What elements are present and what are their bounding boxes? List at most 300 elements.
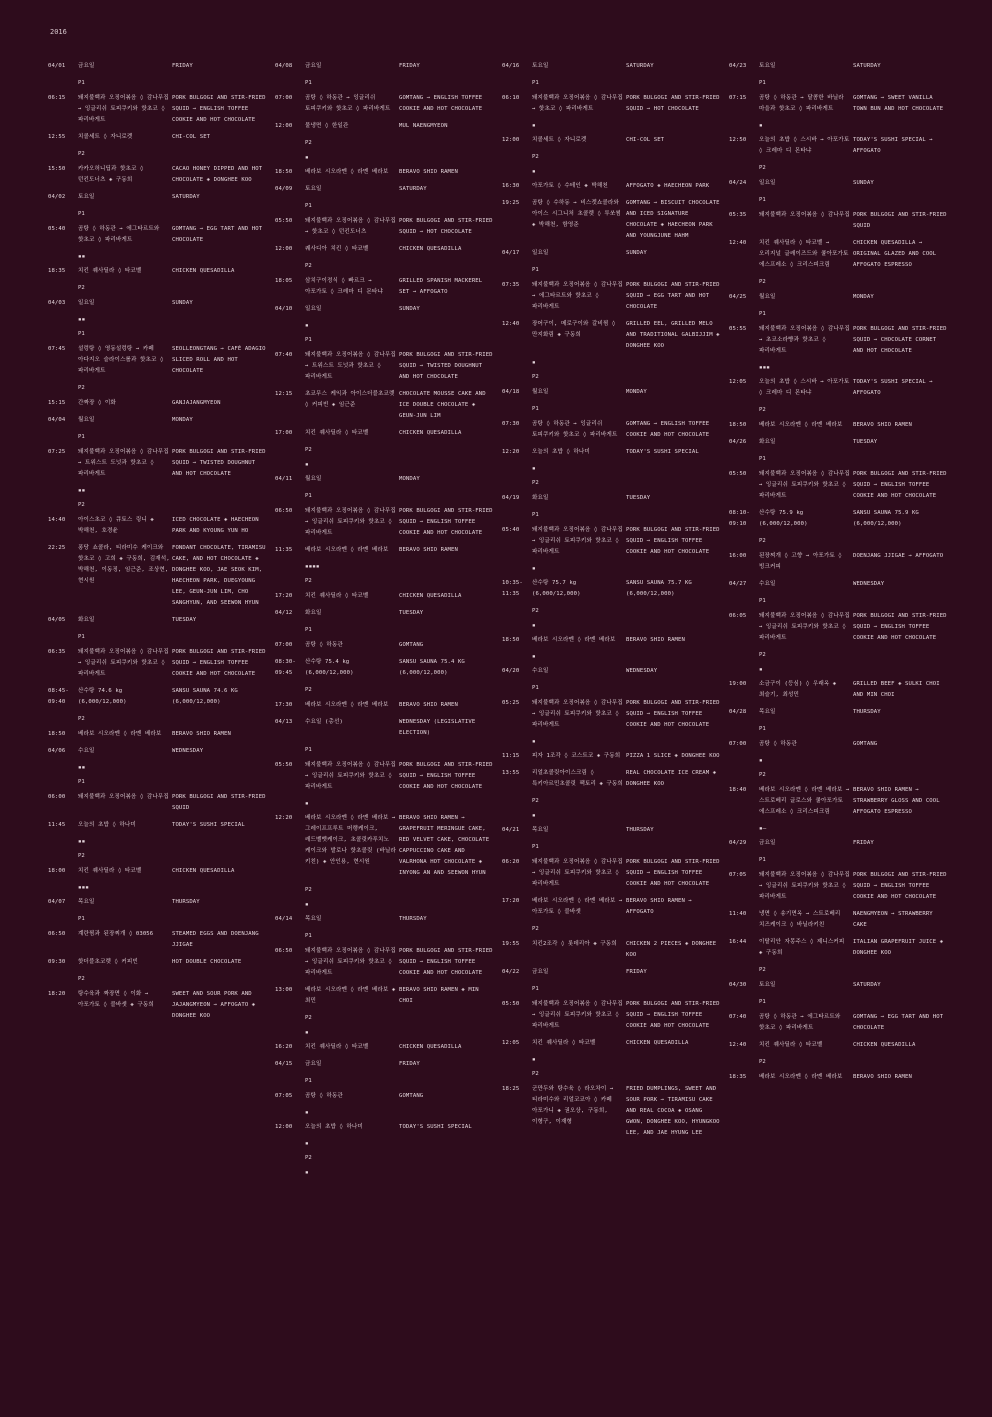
bullet-marks: ▪▪▪▪ [305,563,320,570]
meal-entry [729,739,948,750]
meal-entry [275,428,494,439]
bullet-marks: ▪▪▪ [78,884,89,891]
day-header [729,178,948,189]
entry-korean: 치킨2조각 ◊ 롯데리아 ◈ 구동희 [532,941,617,947]
bullet-marks: ▪▪ [78,253,86,260]
entry-time: 12:40 [729,240,747,246]
entry-english: SATURDAY [853,63,881,69]
entry-korean: 돼지불백과 오징어볶음 ◊ 감나무집 → 잉글리쉬 토피쿠키와 핫초코 ◊ 파리바게트 [305,762,396,790]
entry-time: 18:50 [502,637,520,643]
bullet-marks: ▪▪▪ [759,364,770,371]
meal-entry [275,389,494,422]
period-marker: P1 [305,203,312,209]
period-marker: P2 [78,976,85,982]
day-header [275,184,494,195]
meal-entry [48,266,267,277]
entry-time: 11:40 [729,911,747,917]
day-header [275,1059,494,1070]
entry-korean: 산수탕 75.4 kg (6,000/12,000) [305,659,354,676]
entry-korean: 목요일 [532,827,549,833]
meal-entry [275,1122,494,1133]
entry-time: 07:05 [275,1093,293,1099]
entry-date: 04/25 [729,294,747,300]
entry-date: 04/10 [275,306,293,312]
entry-time: 09:30 [48,959,66,965]
entry-date: 04/30 [729,982,747,988]
entry-korean: 화요일 [78,617,95,623]
entry-english: GOMTANG [853,741,878,747]
entry-time: 06:20 [502,859,520,865]
entry-english: STEAMED EGGS AND DOENJANG JJIGAE [172,931,259,948]
entry-date: 04/15 [275,1061,293,1067]
meal-entry [48,989,267,1022]
entry-korean: 돼지불백과 오징어볶음 ◊ 감나무집 → 잉글리쉬 토피쿠키와 핫초코 ◊ 파리바게트 [532,700,623,728]
period-marker: P1 [759,857,766,863]
entry-korean: 퐁당 쇼콜라, 티라미수 케이크와 핫초코 ◊ 고희 ◈ 구동희, 김재석, 박해천, 이동징, 임근준, 조상현, 현시원 [78,545,170,584]
entry-korean: 베라보 시오라멘 ◊ 라멘 베라보 [759,422,843,428]
meal-entry [502,751,721,762]
entry-korean: 일요일 [759,180,776,186]
entry-date: 04/04 [48,417,66,423]
entry-date: 04/03 [48,300,66,306]
period-marker: P2 [759,279,766,285]
entry-time: 05:35 [729,212,747,218]
entry-english: CHICKEN QUESADILLA [399,593,462,599]
bullet-marks: ▪ [305,154,309,161]
entry-time: 05:25 [502,700,520,706]
period-marker: P2 [532,798,539,804]
entry-english: PORK BULGOGI AND STIR-FRIED SQUID → EGG TART AND HOT CHOCOLATE [626,282,720,310]
meal-entry [502,857,721,890]
entry-time: 11:45 [48,822,66,828]
entry-time: 07:45 [48,346,66,352]
entry-korean: 돼지불백과 오징어볶음 ◊ 감나무집 [78,794,169,800]
period-marker: P1 [305,933,312,939]
entry-korean: 설렁탕 ◊ 영동설렁탕 → 카페 아다지오 슬라이스롤과 핫초코 ◊ 파리바게트 [78,346,164,374]
entry-english: PORK BULGOGI AND STIR-FRIED SQUID → ENGLISH TOFFEE COOKIE AND HOT CHOCOLATE [853,471,947,499]
entry-date: 04/27 [729,581,747,587]
period-marker: P2 [759,165,766,171]
meal-entry [275,657,494,679]
entry-korean: 돼지불백과 오징어볶음 ◊ 감나무집 [759,212,850,218]
entry-korean: 돼지불백과 오징어볶음 ◊ 감나무집 → 잉글리쉬 토피쿠키와 핫초코 ◊ 파리바게트 [759,613,850,641]
entry-korean: 핫더블초코렛 ◊ 커피빈 [78,959,138,965]
bullet-marks: ▪ [305,1109,309,1116]
entry-english: SANSU SAUNA 75.7 KG (6,000/12,000) [626,580,692,597]
entry-korean: 화요일 [305,610,322,616]
entry-date: 04/13 [275,719,293,725]
entry-english: CHICKEN QUESADILLA [399,246,462,252]
entry-english: GOMTANG → SWEET VANILLA TOWN BUN AND HOT CHOCOLATE [853,95,944,112]
entry-english: FRIDAY [172,63,193,69]
bullet-marks: ▪ [305,901,309,908]
meal-entry [502,319,721,352]
entry-time: 18:00 [48,868,66,874]
entry-korean: 된장찌개 ◊ 고향 → 아포가토 ◊ 빙크커피 [759,553,842,570]
meal-entry [729,1012,948,1034]
entry-korean: 돼지불백과 오징어볶음 ◊ 감나무집 → 트위스트 도넛과 핫초코 ◊ 파리바게트 [78,449,169,477]
entry-time: 08:10- 09:10 [729,510,750,527]
entry-time: 10:35- 11:35 [502,580,523,597]
entry-korean: 돼지불백과 오징어볶음 ◊ 감나무집 → 잉글리쉬 토피쿠키와 핫초코 ◊ 파리바게트 [532,859,623,887]
period-marker: P1 [532,267,539,273]
period-marker: P2 [759,1059,766,1065]
meal-entry [502,939,721,961]
period-marker: P1 [532,844,539,850]
meal-entry [502,1038,721,1049]
entry-time: 19:00 [729,681,747,687]
entry-time: 12:40 [502,321,520,327]
meal-entry [729,135,948,157]
meal-entry [48,543,267,609]
entry-korean: 돼지불백과 오징어볶음 ◊ 감나무집 → 트위스트 도넛과 핫초코 ◊ 파리바게트 [305,352,396,380]
meal-entry [729,420,948,431]
entry-korean: 아이스초코 ◊ 큐토스 링니 ◈ 박해천, 호경윤 [78,517,154,534]
period-marker: P1 [305,493,312,499]
entry-korean: 베라보 시오라멘 ◊ 라멘 베라보 ◈ 최민 [305,987,396,1004]
bullet-marks: ▪ [305,800,309,807]
entry-korean: 돼지불백과 오징어볶음 ◊ 감나무집 → 잉글리쉬 토피쿠키와 핫초코 ◊ 파리바게트 [532,1001,623,1029]
meal-entry [48,93,267,126]
meal-entry [275,276,494,298]
entry-korean: 일요일 [78,300,95,306]
entry-english: BERAVO SHIO RAMEN [399,547,458,553]
entry-korean: 치킨 퀘사딜라 ◊ 타코벨 [305,1044,369,1050]
period-marker: P2 [305,140,312,146]
entry-korean: 월요일 [78,417,95,423]
entry-korean: 일요일 [532,250,549,256]
meal-entry [275,121,494,132]
entry-date: 04/09 [275,186,293,192]
entry-time: 19:55 [502,941,520,947]
entry-time: 07:30 [502,421,520,427]
entry-english: SANSU SAUNA 75.9 KG (6,000/12,000) [853,510,919,527]
entry-korean: 냉면 ◊ 송기면옥 → 스트로베리 치즈케이크 ◊ 바닐라키친 [759,911,841,928]
entry-korean: 오늘의 초밥 ◊ 하나미 [78,822,136,828]
entry-time: 07:00 [275,95,293,101]
entry-korean: 치킨 퀘사딜라 ◊ 타코벨 [305,593,369,599]
entry-korean: 곰탕 ◊ 하동관 → 에그타르트와 핫초코 ◊ 파리바게트 [78,226,160,243]
meal-entry [275,985,494,1007]
bullet-marks: ▪ [532,359,536,366]
meal-entry [729,238,948,271]
entry-korean: 간짜장 ◊ 이화 [78,400,116,406]
meal-entry [729,909,948,931]
entry-korean: 베라보 시오라멘 ◊ 라멘 베라보 → 아포가토 ◊ 블바셋 [532,898,623,915]
entry-time: 12:05 [502,1040,520,1046]
entry-english: PORK BULGOGI AND STIR-FRIED SQUID → HOT CHOCOLATE [399,218,493,235]
entry-time: 11:15 [502,753,520,759]
entry-date: 04/02 [48,194,66,200]
bullet-marks: ▪ [532,812,536,819]
entry-time: 07:00 [275,642,293,648]
entry-english: MONDAY [172,417,193,423]
meal-entry [729,93,948,115]
entry-korean: 장어구이, 메로구이와 갈비찜 ◊ 만지화림 ◈ 구동희 [532,321,616,338]
entry-time: 12:15 [275,391,293,397]
entry-korean: 초코무스 케익과 아이스더블초코렛 ◊ 커피빈 ◈ 임근준 [305,391,395,408]
entry-time: 07:00 [729,741,747,747]
entry-time: 13:00 [275,987,293,993]
meal-entry [48,398,267,409]
entry-english: SATURDAY [626,63,654,69]
entry-english: BERAVO SHIO RAMEN [172,731,231,737]
bullet-marks: ▪ [305,1029,309,1036]
day-header [48,415,267,426]
entry-korean: 돼지불백과 오징어볶음 ◊ 감나무집 → 잉글리쉬 토피쿠키와 핫초코 ◊ 파리바게트 [305,948,396,976]
period-marker: P1 [78,779,85,785]
period-marker: P1 [305,747,312,753]
entry-time: 12:55 [48,134,66,140]
entry-english: BERAVO SHIO RAMEN [399,702,458,708]
meal-entry [729,870,948,903]
entry-english: THURSDAY [853,709,881,715]
meal-entry [275,946,494,979]
day-header [502,825,721,836]
entry-korean: 곰탕 ◊ 수하동 → 비스켓쇼콜라와 아이스 시그니처 초콜렛 ◊ 투쏘썸 ◈ 박해천, 함영준 [532,200,621,228]
period-marker: P1 [78,434,85,440]
period-marker: P1 [532,406,539,412]
meal-entry [275,1042,494,1053]
entry-english: TUESDAY [626,495,651,501]
entry-time: 12:20 [275,815,293,821]
entry-korean: 베라보 시오라멘 ◊ 라멘 베라보 → 스트로베리 글로스와 쿨아포가토 에스프레소 ◊ 크리스피크림 [759,787,850,815]
day-header [729,838,948,849]
entry-english: SUNDAY [626,250,647,256]
entry-english: BERAVO SHIO RAMEN → GRAPEFRUIT MERINGUE CAKE, RED VELVET CAKE, CHOCOLATE CAPPUCCINO CAKE AND VALRHONA HOT CHOCOLATE ◈ INYONG AN AND SEEWON HYUN [399,815,490,876]
diary-column [502,57,729,1182]
entry-date: 04/08 [275,63,293,69]
period-marker: P1 [78,634,85,640]
period-marker: P1 [305,337,312,343]
entry-time: 05:50 [275,762,293,768]
period-marker: P1 [532,512,539,518]
entry-date: 04/07 [48,899,66,905]
entry-english: PIZZA 1 SLICE ◈ DONGHEE KOO [626,753,720,759]
bullet-marks: ▪ [532,738,536,745]
entry-time: 17:20 [275,593,293,599]
entry-time: 11:35 [275,547,293,553]
period-marker: P2 [532,1071,539,1077]
day-header [729,980,948,991]
entry-time: 22:25 [48,545,66,551]
day-header [729,61,948,72]
day-header [502,61,721,72]
period-marker: P1 [759,456,766,462]
entry-time: 06:10 [502,95,520,101]
meal-entry [729,937,948,959]
entry-english: THURSDAY [626,827,654,833]
entry-date: 04/17 [502,250,520,256]
entry-english: SANSU SAUNA 75.4 KG (6,000/12,000) [399,659,465,676]
entry-date: 04/19 [502,495,520,501]
entry-english: PORK BULGOGI AND STIR-FRIED SQUID → ENGLISH TOFFEE COOKIE AND HOT CHOCOLATE [626,1001,720,1029]
bullet-marks: ▪ [305,1140,309,1147]
entry-english: PORK BULGOGI AND STIR-FRIED SQUID → ENGLISH TOFFEE COOKIE AND HOT CHOCOLATE [399,948,493,976]
entry-date: 04/29 [729,840,747,846]
entry-time: 12:00 [275,1124,293,1130]
entry-time: 17:30 [275,702,293,708]
entry-korean: 돼지불백과 오징어볶음 ◊ 감나무집 → 에그타르트와 핫초코 ◊ 파리바게트 [532,282,623,310]
meal-entry [275,93,494,115]
meal-entry [275,1091,494,1102]
entry-korean: 곰탕 ◊ 하동관 [759,741,797,747]
entry-time: 07:25 [48,449,66,455]
day-header [48,897,267,908]
entry-time: 18:20 [48,991,66,997]
day-header [275,61,494,72]
entry-time: 18:50 [275,169,293,175]
entry-korean: 치킨 퀘사딜라 ◊ 타코벨 → 오리지널 글레이즈드와 쿨아포가토 에스프레소 ◊ 크리스피크림 [759,240,849,268]
entry-english: MONDAY [399,476,420,482]
entry-time: 05:40 [502,527,520,533]
meal-entry [502,181,721,192]
period-marker: P1 [759,598,766,604]
meal-entry [502,635,721,646]
entry-english: GOMTANG → ENGLISH TOFFEE COOKIE AND HOT CHOCOLATE [626,421,710,438]
entry-korean: 화요일 [532,495,549,501]
period-marker: P2 [78,151,85,157]
entry-korean: 아포가토 ◊ 수테인 ◈ 박해천 [532,183,608,189]
entry-time: 12:40 [729,1042,747,1048]
entry-time: 05:50 [275,218,293,224]
entry-korean: 곰탕 ◊ 하동관 → 에그타르트와 핫초코 ◊ 파리바게트 [759,1014,841,1031]
entry-english: FRIDAY [399,63,420,69]
entry-korean: 베라보 시오라멘 ◊ 라멘 베라보 [305,169,389,175]
entry-english: PORK BULGOGI AND STIR-FRIED SQUID → CHOCOLATE CORNET AND HOT CHOCOLATE [853,326,947,354]
period-marker: P2 [759,538,766,544]
meal-entry [275,244,494,255]
entry-korean: 돼지불백과 오징어볶음 ◊ 감나무집 → 잉글리쉬 토피쿠키와 핫초코 ◊ 파리바게트 [78,649,169,677]
bullet-marks: ▪ [532,1056,536,1063]
entry-time: 12:00 [275,246,293,252]
entry-english: GOMTANG [399,642,424,648]
day-header [502,967,721,978]
entry-date: 04/28 [729,709,747,715]
entry-korean: 목요일 [759,709,776,715]
bullet-marks: ▪ [532,653,536,660]
period-marker: P2 [305,1155,312,1161]
meal-entry [275,700,494,711]
meal-entry [48,686,267,708]
bullet-marks: ▪ [759,122,763,129]
meal-entry [502,447,721,458]
entry-korean: 베라보 시오라멘 ◊ 라멘 베라보 [78,731,162,737]
entry-english: PORK BULGOGI AND STIR-FRIED SQUID [853,212,947,229]
period-marker: P2 [532,374,539,380]
entry-time: 13:55 [502,770,520,776]
entry-english: SANSU SAUNA 74.6 KG (6,000/12,000) [172,688,238,705]
entry-english: BERAVO SHIO RAMEN → STRAWBERRY GLOSS AND COOL AFFOGATO ESPRESSO [853,787,940,815]
period-marker: P2 [532,608,539,614]
meal-entry [502,999,721,1032]
entry-korean: 소금구이 (등심) ◊ 우래옥 ◈ 최슬기, 최성민 [759,681,837,698]
entry-english: FONDANT CHOCOLATE, TIRAMISU CAKE, AND HOT CHOCOLATE ◈ DONGHEE KOO, JAE SEOK KIM, HAECHEON PARK, DUEGYOUNG LEE, GEUN-JUN LIM, CHO SANGHYUN, AND SEEWON HYUN [172,545,266,606]
period-marker: P1 [78,331,85,337]
day-header [48,61,267,72]
day-header [729,579,948,590]
entry-korean: 수요일 [532,668,549,674]
period-marker: P2 [759,652,766,658]
entry-english: REAL CHOCOLATE ICE CREAM ◈ DONGHEE KOO [626,770,717,787]
meal-entry [729,469,948,502]
entry-english: PORK BULGOGI AND STIR-FRIED SQUID → TWISTED DOUGHNUT AND HOT CHOCOLATE [399,352,493,380]
entry-korean: 토요일 [78,194,95,200]
entry-time: 07:15 [729,95,747,101]
entry-korean: 치콜세트 ◊ 자니로켓 [78,134,133,140]
period-marker: P1 [532,685,539,691]
entry-date: 04/26 [729,439,747,445]
diary-column [729,57,956,1182]
entry-english: PORK BULGOGI AND STIR-FRIED SQUID → ENGLISH TOFFEE COOKIE AND HOT CHOCOLATE [172,95,266,123]
entry-english: CHICKEN QUESADILLA → ORIGINAL GLAZED AND COOL AFFOGATO ESPRESSO [853,240,937,268]
period-marker: P1 [759,197,766,203]
meal-entry [729,1040,948,1051]
entry-korean: 돼지불백과 오징어볶음 ◊ 감나무집 → 핫초코 ◊ 던킨도너츠 [305,218,396,235]
entry-time: 18:35 [729,1074,747,1080]
period-marker: P2 [532,154,539,160]
entry-time: 06:15 [48,95,66,101]
entry-korean: 퀘사디아 치킨 ◊ 타코벨 [305,246,369,252]
meal-entry [275,545,494,556]
entry-english: PORK BULGOGI AND STIR-FRIED SQUID → ENGLISH TOFFEE COOKIE AND HOT CHOCOLATE [399,762,493,790]
entry-english: GOMTANG → EGG TART AND HOT CHOCOLATE [853,1014,944,1031]
entry-english: CHICKEN QUESADILLA [399,1044,462,1050]
entry-english: SATURDAY [172,194,200,200]
period-marker: P2 [305,578,312,584]
meal-entry [502,135,721,146]
meal-entry [502,896,721,918]
day-header [729,437,948,448]
entry-english: SUNDAY [172,300,193,306]
entry-english: TODAY'S SUSHI SPECIAL [399,1124,472,1130]
period-marker: P2 [305,447,312,453]
period-marker: P2 [305,1015,312,1021]
entry-english: BERAVO SHIO RAMEN [853,422,912,428]
entry-korean: 목요일 [305,916,322,922]
meal-entry [729,679,948,701]
meal-entry [729,210,948,232]
entry-time: 07:40 [275,352,293,358]
entry-english: SATURDAY [399,186,427,192]
entry-date: 04/11 [275,476,293,482]
entry-korean: 오늘의 초밥 ◊ 하나미 [532,449,590,455]
diary-column [275,57,502,1182]
entry-english: PORK BULGOGI AND STIR-FRIED SQUID [172,794,266,811]
meal-entry [502,280,721,313]
meal-entry [275,167,494,178]
entry-korean: 토요일 [532,63,549,69]
period-marker: P2 [78,285,85,291]
entry-english: THURSDAY [172,899,200,905]
period-marker: P2 [78,853,85,859]
period-marker: P2 [759,772,766,778]
entry-korean: 치킨 퀘사딜라 ◊ 타코벨 [759,1042,823,1048]
entry-english: CHICKEN 2 PIECES ◈ DONGHEE KOO [626,941,717,958]
entry-time: 15:50 [48,166,66,172]
entry-english: CHICKEN QUESADILLA [172,268,235,274]
meal-entry [48,447,267,480]
meal-entry [48,929,267,951]
entry-time: 19:25 [502,200,520,206]
entry-english: PORK BULGOGI AND STIR-FRIED SQUID → ENGLISH TOFFEE COOKIE AND HOT CHOCOLATE [853,613,947,641]
entry-korean: 산수탕 75.7 kg (6,000/12,000) [532,580,581,597]
bullet-marks: ▪▪ [78,838,86,845]
entry-english: PORK BULGOGI AND STIR-FRIED SQUID → ENGLISH TOFFEE COOKIE AND HOT CHOCOLATE [853,872,947,900]
entry-english: GANJAJANGMYEON [172,400,221,406]
entry-english: PORK BULGOGI AND STIR-FRIED SQUID → TWISTED DOUGHNUT AND HOT CHOCOLATE [172,449,266,477]
meal-entry [48,164,267,186]
